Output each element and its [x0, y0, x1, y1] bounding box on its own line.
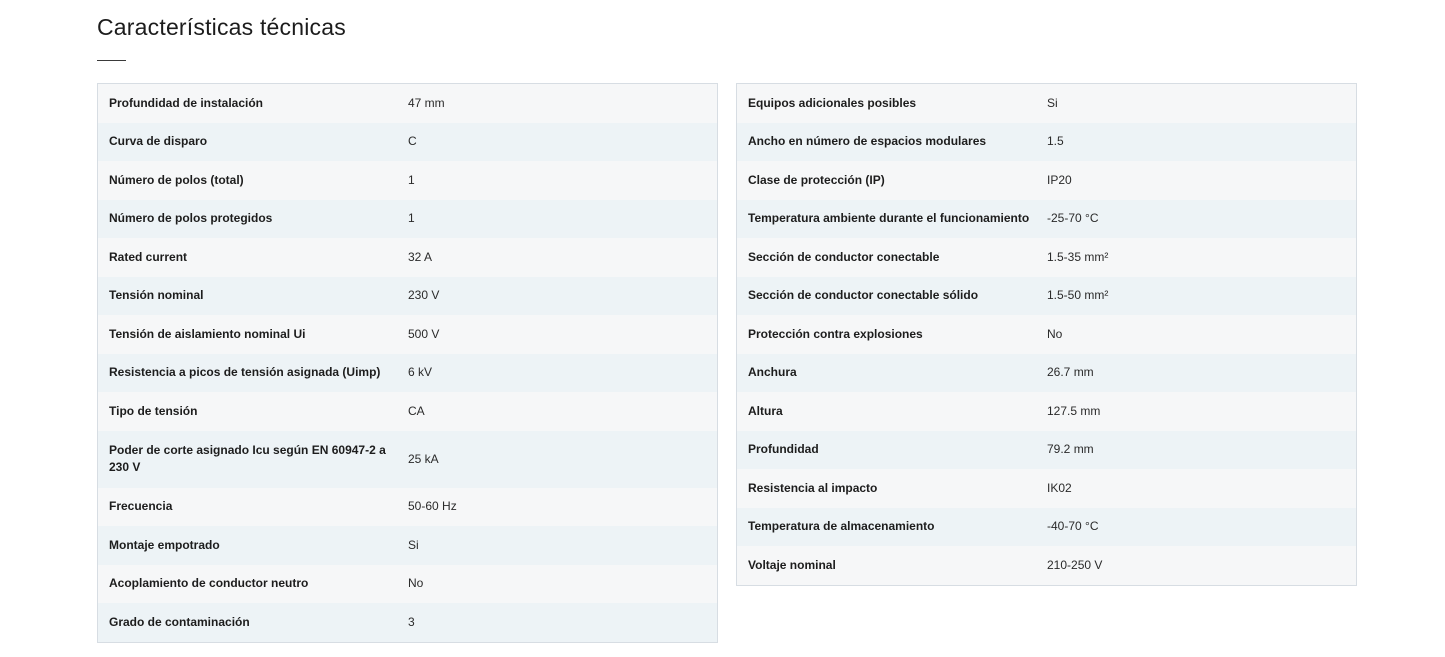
spec-row: [98, 431, 717, 488]
spec-value: 3: [408, 614, 415, 629]
spec-value: 1.5-50 mm²: [1047, 288, 1109, 303]
spec-table-right: [736, 83, 1357, 586]
spec-label: Sección de conductor conectable: [748, 249, 940, 264]
spec-row: [737, 431, 1356, 470]
spec-label: Rated current: [109, 249, 188, 264]
spec-row: [737, 315, 1356, 354]
spec-label: Sección de conductor conectable sólido: [748, 288, 979, 303]
spec-label: Poder de corte asignado Icu según EN 60947-2 a 230 V: [109, 443, 386, 474]
section-title: Características técnicas: [97, 14, 346, 40]
spec-row: [737, 200, 1356, 239]
spec-value: 210-250 V: [1047, 557, 1103, 572]
spec-label: Temperatura ambiente durante el funcionamiento: [748, 211, 1030, 226]
spec-row: [737, 238, 1356, 277]
spec-value: Si: [408, 537, 419, 552]
spec-label: Número de polos (total): [109, 172, 244, 187]
spec-value: CA: [408, 403, 425, 418]
spec-row: [98, 277, 717, 316]
spec-value: C: [408, 134, 417, 149]
spec-row: [98, 565, 717, 604]
spec-value: 1.5: [1047, 134, 1064, 149]
spec-label: Ancho en número de espacios modulares: [748, 134, 987, 149]
spec-label: Curva de disparo: [109, 134, 208, 149]
spec-label: Frecuencia: [109, 499, 173, 514]
spec-row: [98, 84, 717, 123]
spec-label: Acoplamiento de conductor neutro: [109, 576, 309, 591]
spec-label: Grado de contaminación: [109, 614, 250, 629]
spec-label: Temperatura de almacenamiento: [748, 519, 935, 534]
spec-label: Voltaje nominal: [748, 557, 836, 572]
spec-value: 47 mm: [408, 95, 445, 110]
spec-label: Resistencia a picos de tensión asignada (Uimp): [109, 365, 381, 380]
title-underline: [97, 60, 126, 61]
spec-value: 26.7 mm: [1047, 365, 1094, 380]
spec-value: 1.5-35 mm²: [1047, 249, 1109, 264]
spec-label: Montaje empotrado: [109, 537, 220, 552]
spec-label: Profundidad de instalación: [109, 95, 264, 110]
spec-row: [98, 200, 717, 239]
spec-row: [98, 315, 717, 354]
spec-label: Tensión de aislamiento nominal Ui: [109, 326, 306, 341]
spec-row: [98, 161, 717, 200]
spec-value: -40-70 °C: [1047, 519, 1099, 534]
spec-value: Si: [1047, 95, 1058, 110]
spec-row: [737, 277, 1356, 316]
spec-value: IK02: [1047, 480, 1072, 495]
spec-label: Protección contra explosiones: [748, 326, 923, 341]
spec-row: [737, 546, 1356, 585]
spec-value: -25-70 °C: [1047, 211, 1099, 226]
spec-row: [98, 238, 717, 277]
spec-label: Tensión nominal: [109, 288, 204, 303]
spec-label: Número de polos protegidos: [109, 211, 273, 226]
spec-value: IP20: [1047, 172, 1072, 187]
spec-value: 32 A: [408, 249, 433, 264]
spec-value: No: [408, 576, 424, 591]
spec-value: No: [1047, 326, 1063, 341]
spec-label: Profundidad: [748, 442, 819, 457]
spec-value: 50-60 Hz: [408, 499, 457, 514]
spec-row: [737, 469, 1356, 508]
spec-row: [737, 392, 1356, 431]
spec-label: Altura: [748, 403, 783, 418]
spec-value: 127.5 mm: [1047, 403, 1101, 418]
spec-label: Clase de protección (IP): [748, 172, 885, 187]
spec-value: 25 kA: [408, 451, 439, 466]
spec-value: 79.2 mm: [1047, 442, 1094, 457]
spec-row: [98, 392, 717, 431]
spec-row: [98, 488, 717, 527]
spec-label: Anchura: [748, 365, 797, 380]
spec-row: [98, 123, 717, 162]
spec-row: [98, 526, 717, 565]
spec-table-left: [97, 83, 718, 643]
spec-row: [737, 123, 1356, 162]
spec-value: 1: [408, 211, 415, 226]
spec-row: [98, 354, 717, 393]
spec-row: [737, 161, 1356, 200]
spec-value: 1: [408, 172, 415, 187]
spec-label: Resistencia al impacto: [748, 480, 878, 495]
spec-row: [737, 508, 1356, 547]
spec-row: [737, 84, 1356, 123]
spec-value: 6 kV: [408, 365, 433, 380]
spec-value: 500 V: [408, 326, 440, 341]
spec-label: Equipos adicionales posibles: [748, 95, 917, 110]
spec-value: 230 V: [408, 288, 440, 303]
spec-label: Tipo de tensión: [109, 403, 198, 418]
spec-row: [737, 354, 1356, 393]
spec-row: [98, 603, 717, 642]
